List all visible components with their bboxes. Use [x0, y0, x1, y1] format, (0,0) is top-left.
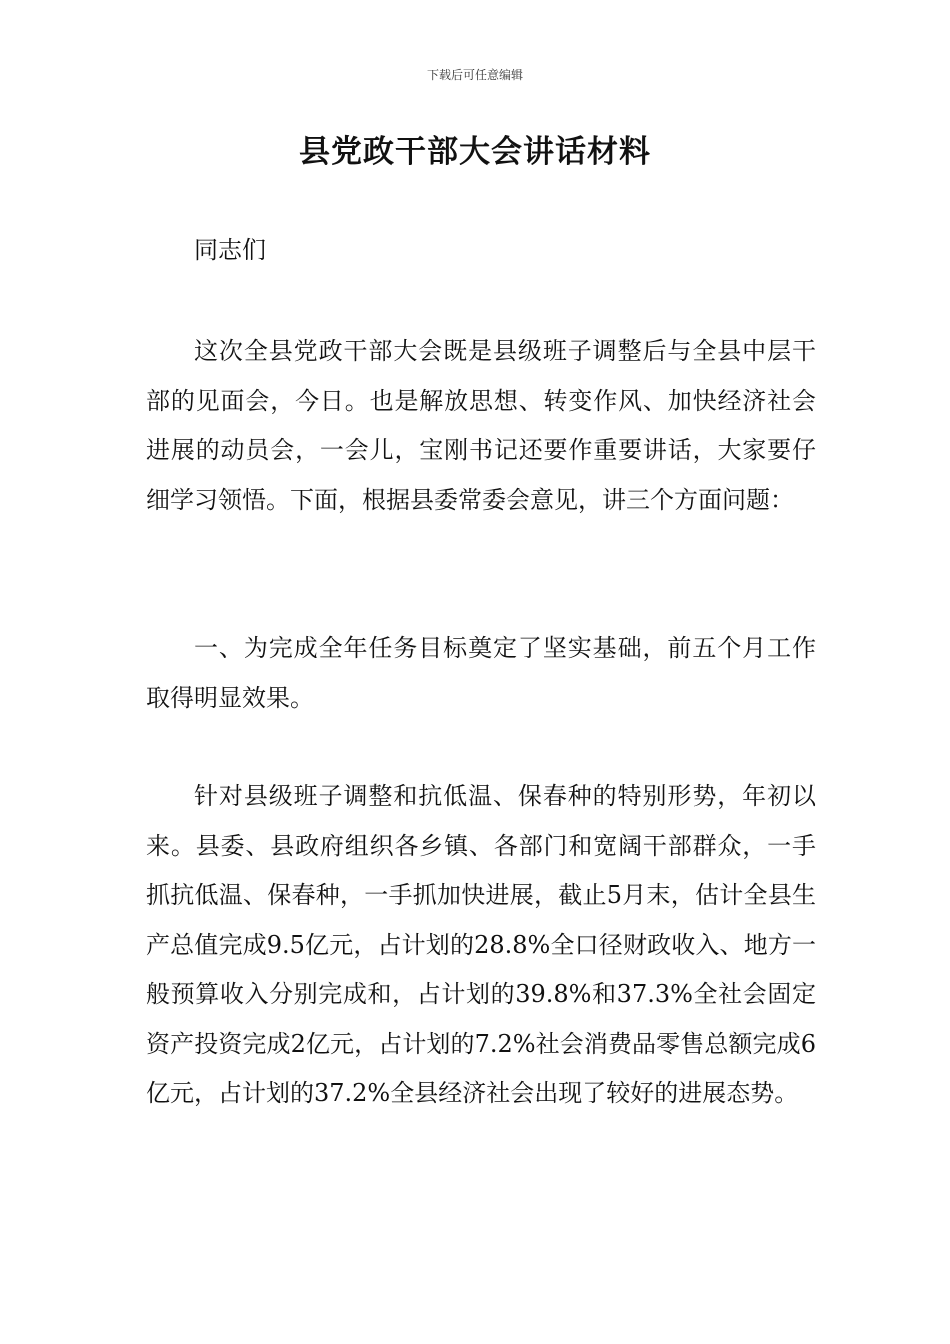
- paragraph-section-one-heading: 一、为完成全年任务目标奠定了坚实基础，前五个月工作取得明显效果。: [146, 634, 816, 712]
- paragraph-progress-summary: 针对县级班子调整和抗低温、保春种的特别形势，年初以来。县委、县政府组织各乡镇、各部门和宽阔干部群众，一手抓抗低温、保春种，一手抓加快进展，截止5月末，估计全县生产总值完成9.5亿元，占计划的28.8%全口径财政收入、地方一般预算收入分别完成和，占计划的39.8%和37.3%全社会固定资产投资完成2亿元，占计划的7.2%社会消费品零售总额完成6亿元，占计划的37.2%全县经济社会出现了较好的进展态势。: [146, 782, 816, 1107]
- salutation: 同志们: [194, 236, 266, 264]
- paragraph-intro: 这次全县党政干部大会既是县级班子调整后与全县中层干部的见面会，今日。也是解放思想、转变作风、加快经济社会进展的动员会，一会儿，宝刚书记还要作重要讲话，大家要仔细学习领悟。下面，根据县委常委会意见，讲三个方面问题：: [146, 337, 816, 514]
- header-note: 下载后可任意编辑: [426, 68, 523, 82]
- page-title: 县党政干部大会讲话材料: [299, 134, 651, 170]
